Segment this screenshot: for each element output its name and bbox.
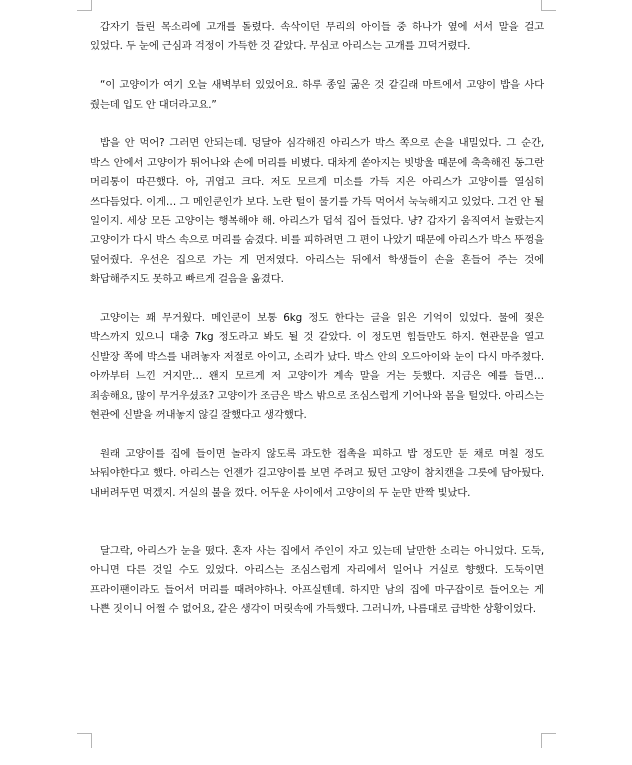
margin-corner-bottom-right	[541, 733, 556, 748]
blank-line	[90, 115, 544, 134]
paragraph: 달그락, 아리스가 눈을 떴다. 혼자 사는 집에서 주인이 자고 있는데 날만한 소리는 아니었다. 도둑, 아니면 다른 것일 수도 있었다. 아리스는 조심스럽게 자리에서 일어나 거실로 향했다. 도둑이면 프라이팬이라도 들어서 머리를 때려야하나. 아프실텐데. 하지만 남의 집에 마구잡이로 들어오는 게 나쁜 짓이니 어쩔 수 없어요, 같은 생각이 머릿속에 가득했다. 그러니까, 나름대로 급박한 상황이었다.	[90, 544, 544, 616]
paragraph: 고양이는 꽤 무거웠다. 메인쿤이 보통 6kg 정도 한다는 글을 읽은 기억이 있었다. 물에 젖은 박스까지 있으니 대충 7kg 정도라고 봐도 될 것 같았다. 이 정도면 힘들만도 하지. 현관문을 열고 신발장 쪽에 박스를 내려놓자 저절로 아이고, 소리가 났다. 박스 안의 오드아이와 눈이 다시 마주쳤다. 아까부터 느낀 거지만… 왠지 모르게 저 고양이가 계속 말을 거는 듯했다. 지금은 예를 들면… 죄송해요, 많이 무거우셨죠? 고양이가 조금은 박스 밖으로 조심스럽게 기어나와 몸을 털었다. 아리스는 현관에 신발을 꺼내놓지 않길 잘했다고 생각했다.	[90, 312, 544, 422]
document-body	[90, 18, 544, 620]
paragraph: 원래 고양이를 집에 들이면 놀라지 않도록 과도한 접촉을 피하고 밥 정도만 둔 채로 며칠 정도 놔둬야한다고 했다. 아리스는 언젠가 길고양이를 보면 주려고 뒀던 고양이 참치캔을 그릇에 담아뒀다. 내버려두면 먹겠지. 거실의 불을 껐다. 어두운 사이에서 고양이의 두 눈만 반짝 빛났다.	[90, 447, 544, 499]
blank-line	[90, 503, 544, 542]
margin-corner-top-right	[541, 0, 556, 11]
blank-line	[90, 290, 544, 309]
paragraph: 밥을 안 먹어? 그러면 안되는데. 덩달아 심각해진 아리스가 박스 쪽으로 손을 내밀었다. 그 순간, 박스 안에서 고양이가 튀어나와 손에 머리를 비볐다. 대차게 쏟아지는 빗방울 때문에 축축해진 동그란 머리통이 따끈했다. 아, 귀엽고 크다. 저도 모르게 미소를 가득 지은 아리스가 고양이를 열심히 쓰다듬었다. 이게… 그 메인쿤인가 보다. 노란 털이 물기를 가득 먹어서 눅눅해지고 있었다. 그건 안 될 일이지. 세상 모든 고양이는 행복해야 해. 아리스가 덥석 집어 들었다. 냥? 갑자기 움직여서 놀랐는지 고양이가 다시 박스 속으로 머리를 숨겼다. 비를 피하려면 그 편이 나았기 때문에 아리스가 박스 뚜껑을 덮어줬다. 우선은 집으로 가는 게 먼저였다. 아리스는 뒤에서 학생들이 손을 흔들어 주는 것에 화답해주지도 못하고 빠르게 걸음을 옮겼다.	[90, 137, 544, 286]
blank-line	[90, 425, 544, 444]
blank-line	[90, 57, 544, 76]
paragraph: “이 고양이가 여기 오늘 새벽부터 있었어요. 하루 종일 굶은 것 같길래 마트에서 고양이 밥을 사다 줬는데 입도 안 대더라고요.”	[90, 79, 544, 111]
paragraph: 갑자기 들린 목소리에 고개를 돌렸다. 속삭이던 무리의 아이들 중 하나가 옆에 서서 말을 걸고 있었다. 두 눈에 근심과 걱정이 가득한 것 같았다. 무심코 아리스는 고개를 끄덕거렸다.	[90, 21, 544, 53]
margin-corner-top-left	[77, 0, 92, 11]
margin-corner-bottom-left	[77, 733, 92, 748]
